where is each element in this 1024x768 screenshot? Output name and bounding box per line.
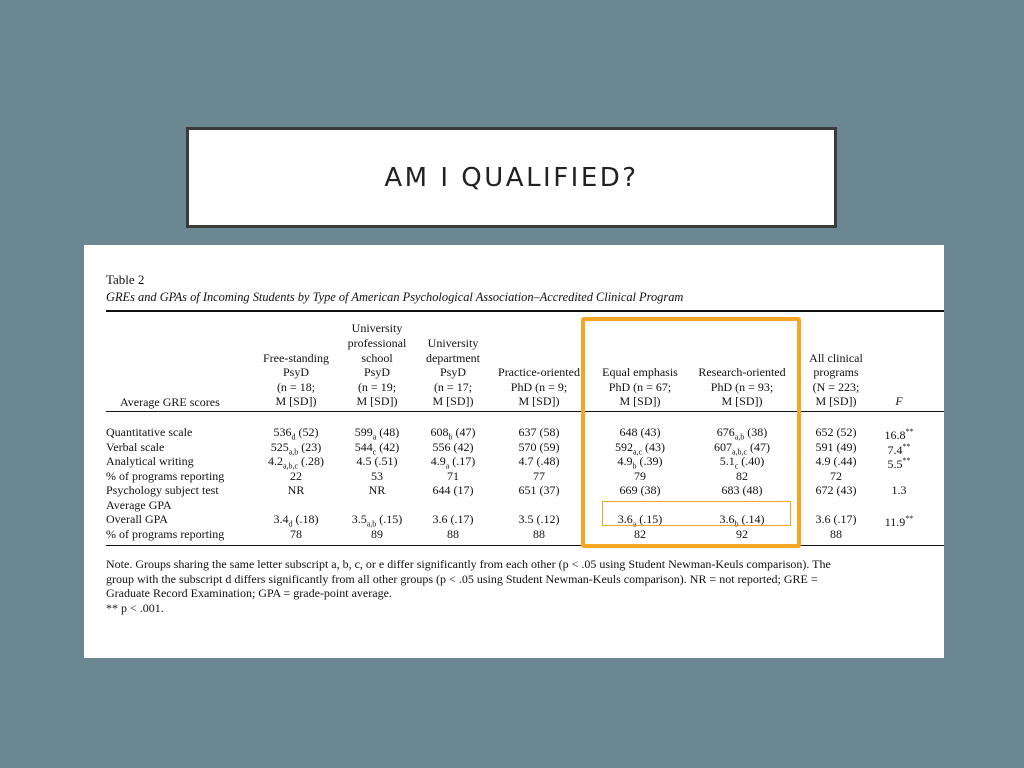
table-cell: 648 (43) [619, 425, 661, 439]
column-header-line: M [SD]) [275, 394, 317, 409]
table-cell: 89 [371, 526, 383, 541]
column-header-line: PsyD [439, 365, 466, 380]
table-cell: 53 [371, 468, 383, 483]
table-rule-bottom [106, 545, 944, 546]
column-header-line: University [427, 336, 479, 350]
table-cell: 3.6 (.17) [432, 512, 474, 526]
table-cell: 669 (38) [619, 483, 661, 497]
table-cell: 78 [290, 526, 302, 541]
table-cell: 82 [634, 526, 646, 541]
table-cell: $3.6_a$ (.15) [617, 512, 663, 529]
table-cell: 3.6 (.17) [815, 512, 857, 526]
column-header-line: Research-oriented [698, 365, 786, 380]
table-cell: 637 (58) [518, 425, 560, 439]
table-cell: 652 (52) [815, 425, 857, 439]
row-label: Psychology subject test [106, 483, 219, 497]
column-header-line: (n = 19; [357, 379, 397, 394]
table-cell: 556 (42) [432, 439, 474, 454]
column-header-line: M [SD]) [518, 394, 560, 409]
table-cell: 4.9 (.44) [815, 454, 857, 468]
table-cell: 591 (49) [815, 439, 857, 454]
table-note-line: ** p < .001. [106, 601, 164, 615]
table-rule-top [106, 310, 944, 312]
table-cell: $544_c$ (42) [354, 439, 400, 456]
table-cell: 88 [447, 526, 459, 541]
row-label: Analytical writing [106, 454, 194, 468]
table-cell: $592_{a,c}$ (43) [614, 439, 666, 456]
row-label: Quantitative scale [106, 425, 193, 439]
table-cell: 11.9** [884, 514, 914, 529]
column-header-line: Practice-oriented [498, 365, 580, 380]
table-cell: $4.9_b$ (.39) [617, 454, 663, 471]
table-cell: $3.6_b$ (.14) [719, 512, 765, 529]
table-cell: 92 [736, 526, 748, 541]
row-label: Verbal scale [106, 439, 165, 454]
table-cell: 88 [533, 526, 545, 541]
table-image-panel [84, 245, 944, 658]
table-cell: 4.5 (.51) [356, 454, 398, 468]
table-cell: $536_d$ (52) [273, 425, 319, 442]
column-header-line: programs [813, 365, 859, 380]
column-header-line: PhD (n = 93; [710, 379, 774, 394]
table-cell: 77 [533, 468, 545, 483]
stub-header: Average GRE scores [120, 395, 220, 409]
table-rule-header [106, 411, 944, 412]
slide-title: AM I QUALIFIED? [384, 162, 639, 193]
table-cell: 1.3 [891, 483, 907, 497]
column-header-line: PsyD [363, 365, 390, 380]
table-cell: 7.4** [887, 441, 911, 457]
column-header-line: Equal emphasis [602, 365, 678, 380]
table-cell: 651 (37) [518, 483, 560, 497]
table-cell: 72 [830, 468, 842, 483]
table-cell: 88 [830, 526, 842, 541]
table-cell: 5.5** [887, 456, 911, 471]
column-header-line: (N = 223; [812, 379, 860, 394]
table-note-line: Graduate Record Examination; GPA = grade-point average. [106, 586, 392, 600]
column-header-line: M [SD]) [619, 394, 661, 409]
row-label: Overall GPA [106, 512, 168, 526]
table-cell: 683 (48) [721, 483, 763, 497]
table-cell: $599_a$ (48) [354, 425, 400, 442]
column-header-line: M [SD]) [815, 394, 857, 409]
table-cell: $607_{a,b,c}$ (47) [713, 439, 771, 456]
table-cell: NR [368, 483, 386, 497]
table-cell: $5.1_c$ (.40) [719, 454, 765, 471]
table-cell: $3.5_{a,b}$ (.15) [351, 512, 403, 529]
table-cell: 79 [634, 468, 646, 483]
table-cell: $608_b$ (47) [430, 425, 476, 442]
table-cell: 82 [736, 468, 748, 483]
table-cell: $4.2_{a,b,c}$ (.28) [267, 454, 325, 471]
column-header-line: M [SD]) [721, 394, 763, 409]
table-caption: GREs and GPAs of Incoming Students by Type of American Psychological Association–Accredited Clinical Program [106, 290, 684, 304]
column-header-line: school [361, 350, 393, 365]
column-header-line: Free-standing [263, 350, 329, 365]
row-label: % of programs reporting [106, 526, 225, 541]
column-header-line: M [SD]) [356, 394, 398, 409]
table-note-line: group with the subscript d differs significantly from all other groups (p < .05 using Student Newman-Keuls comparison). NR = not reported; GRE = [106, 572, 818, 586]
row-label: % of programs reporting [106, 468, 225, 483]
table-cell: 644 (17) [432, 483, 474, 497]
table-cell: 672 (43) [815, 483, 857, 497]
table-cell: $525_{a,b}$ (23) [270, 439, 322, 456]
column-header-line: All clinical [809, 350, 863, 365]
table-cell: 22 [290, 468, 302, 483]
table-cell: 3.5 (.12) [518, 512, 560, 526]
row-label: Average GPA [106, 497, 172, 512]
table-cell: $676_{a,b}$ (38) [716, 425, 768, 442]
column-header-line: professional [347, 336, 407, 350]
column-header-line: F [895, 394, 903, 409]
table-note-line: Note. Groups sharing the same letter subscript a, b, c, or e differ significantly from each other (p < .05 using Student Newman-Keuls comparison). The [106, 557, 831, 571]
column-header-line: PhD (n = 9; [510, 379, 568, 394]
column-header-line: PsyD [282, 365, 309, 380]
table-cell: 71 [447, 468, 459, 483]
table-cell: 16.8** [884, 427, 914, 442]
table-cell: 570 (59) [518, 439, 560, 454]
table-label: Table 2 [106, 272, 145, 287]
slide-title-box [186, 127, 837, 228]
column-header-line: PhD (n = 67; [608, 379, 672, 394]
table-cell: 4.7 (.48) [518, 454, 560, 468]
column-header-line: (n = 17; [433, 379, 473, 394]
column-header-line: M [SD]) [432, 394, 474, 409]
table-cell: $3.4_d$ (.18) [273, 512, 319, 529]
column-header-line: University [351, 321, 403, 336]
table-cell: NR [287, 483, 305, 497]
column-header-line: department [426, 350, 480, 365]
column-header-line: (n = 18; [276, 379, 316, 394]
table-cell: $4.9_a$ (.17) [430, 454, 476, 471]
